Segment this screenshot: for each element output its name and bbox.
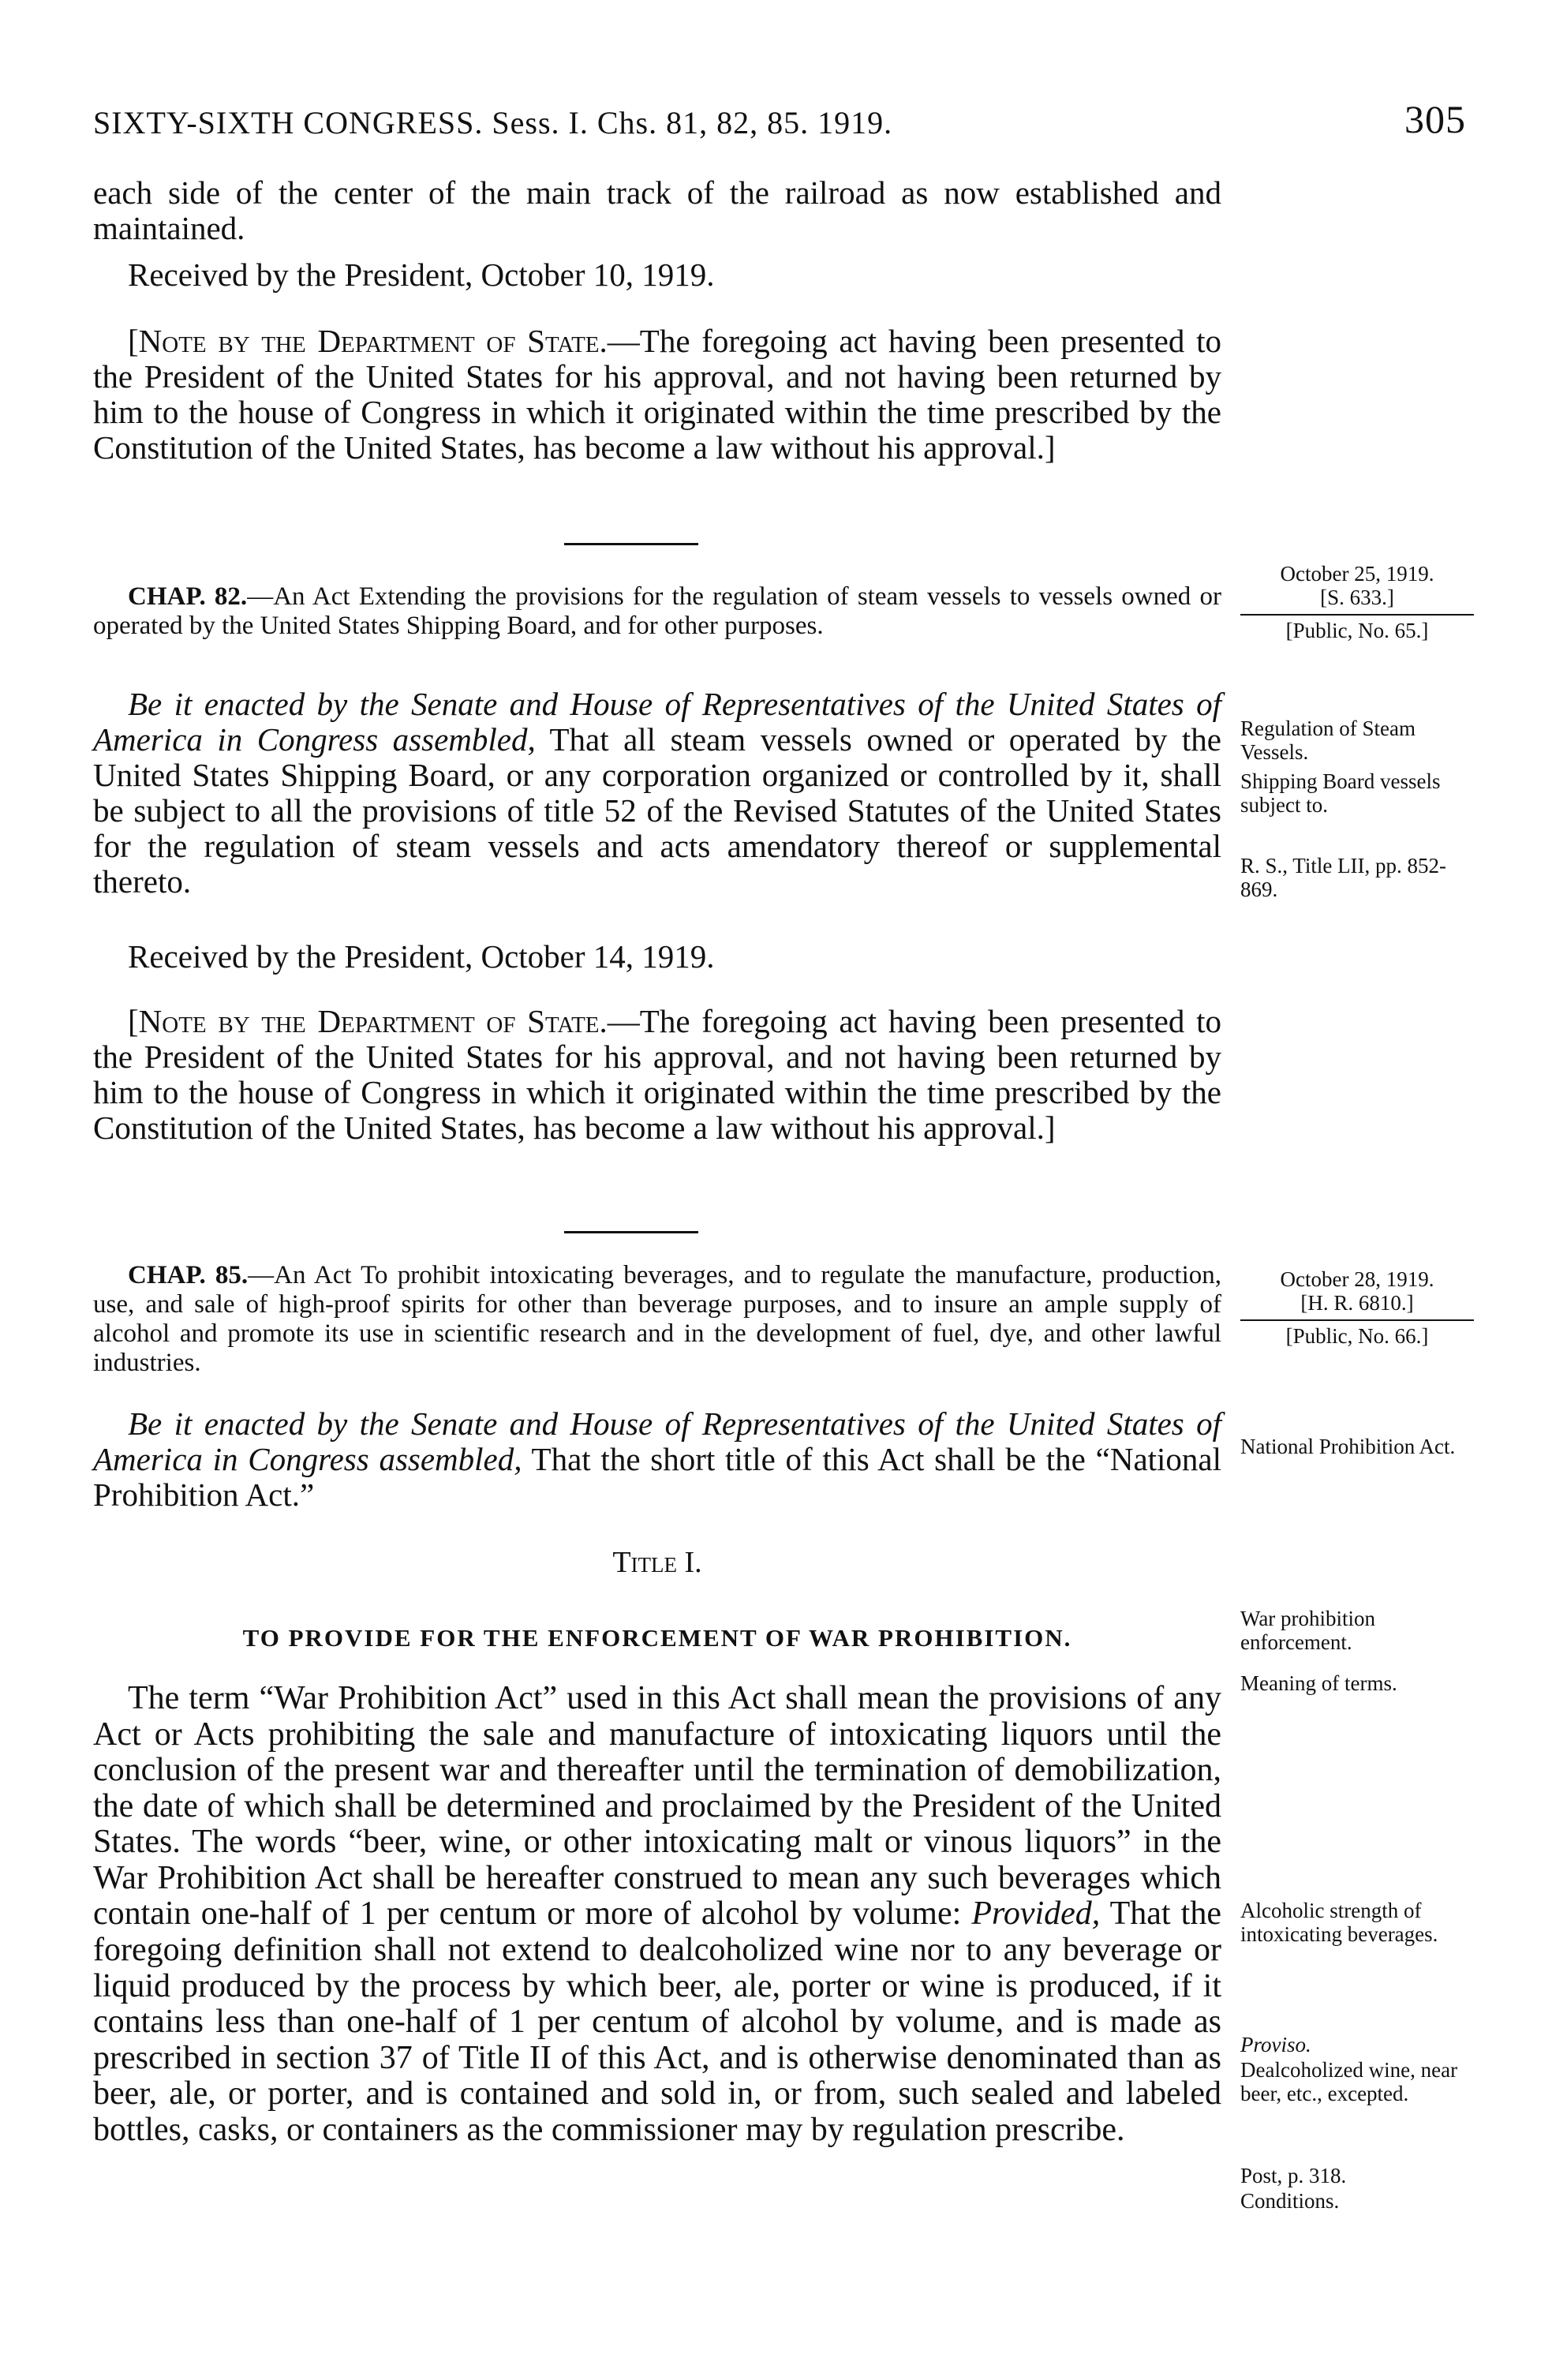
margin-82-bill: [S. 633.]	[1320, 586, 1394, 610]
margin-conditions: Conditions.	[1240, 2189, 1340, 2213]
margin-82-rule	[1240, 614, 1474, 616]
received-date-2: Received by the President, October 14, 1919.	[128, 938, 715, 975]
margin-dealcoholized: Dealcoholized wine, near beer, etc., excepted.	[1240, 2058, 1458, 2106]
margin-85-public: [Public, No. 66.]	[1285, 1324, 1429, 1349]
enacting-82-italic: Be it enacted by the Senate and House of Representatives of the United States of America in Congress assembled,	[93, 686, 1221, 758]
margin-meaning-of-terms: Meaning of terms.	[1240, 1671, 1397, 1695]
definitions-paragraph	[93, 1681, 1221, 2148]
received-line-2	[93, 939, 1221, 975]
paragraph-continuation	[93, 175, 1221, 246]
margin-shipping-board: Shipping Board vessels subject to.	[1240, 769, 1441, 818]
department-note-2	[93, 1004, 1221, 1146]
margin-alcoholic-strength: Alcoholic strength of intoxicating beverages.	[1240, 1899, 1438, 1947]
enacting-85-text: That the short title of this Act shall be the “National Prohibition Act.”	[93, 1441, 1222, 1514]
chapter-85-enacting-clause	[93, 1406, 1221, 1513]
margin-note-chap-82	[1240, 562, 1474, 643]
chapter-85-head: CHAP. 85.	[128, 1261, 249, 1289]
note-2-text: —The foregoing act having been presented to the President of the United States for his approval, and not having been returned by him to the house of Congress in which it originated within the time prescribed by the Constitution of the United States, has become a law without his approval.]	[93, 1003, 1221, 1147]
section-divider-2	[564, 1231, 698, 1233]
chapter-85-caption	[93, 1261, 1221, 1378]
running-head: SIXTY-SIXTH CONGRESS. Sess. I. Chs. 81, 82, 85. 1919.	[93, 105, 893, 140]
margin-revised-statutes: R. S., Title LII, pp. 852-869.	[1240, 854, 1447, 902]
definitions-text-a: The term “War Prohibition Act” used in this Act shall mean the provisions of any Act or Acts prohibiting the sale and manufacture of intoxicating liquors until the conclusion of the present war and thereafter until the termination of demobilization, the date of which shall be determined and proclaimed by the President of the United States. The words “beer, wine, or other intoxicating malt or vinous liquors” in the War Prohibition Act shall be hereafter construed to mean any such beverages which contain one-half of 1 per centum or more of alcohol by volume:	[93, 1680, 1221, 1933]
page-number: 305	[1404, 97, 1466, 141]
margin-regulation: Regulation of Steam Vessels.	[1240, 717, 1416, 765]
margin-85-rule	[1240, 1319, 1474, 1321]
note-1-text: —The foregoing act having been presented to the President of the United States for his approval, and not having been returned by him to the house of Congress in which it originated within the time prescribed by the Constitution of the United States, has become a law without his approval.]	[93, 323, 1221, 466]
margin-85-date: October 28, 1919.	[1280, 1267, 1434, 1291]
margin-post-reference: Post, p. 318.	[1240, 2164, 1347, 2187]
chapter-82-caption	[93, 582, 1221, 641]
section-divider-1	[564, 543, 698, 545]
note-2-lead: [Note by the Department of State.	[128, 1003, 608, 1039]
margin-82-date: October 25, 1919.	[1280, 562, 1434, 586]
definitions-text-b: That the foregoing definition shall not extend to dealcoholized wine nor to any beverage or liquid produced by the process by which beer, ale, porter or wine is produced, if it contains less than one-half of 1 per centum of alcohol by volume, and is made as prescribed in section 37 of Title II of this Act, and is otherwise denominated than as beer, ale, or porter, and is contained and sold in, or from, such sealed and labeled bottles, casks, or containers as the commissioner may by regulation prescribe.	[93, 1895, 1221, 2148]
title-subheading: TO PROVIDE FOR THE ENFORCEMENT OF WAR PROHIBITION.	[242, 1624, 1072, 1652]
margin-national-prohibition: National Prohibition Act.	[1240, 1435, 1456, 1458]
enacting-85-italic: Be it enacted by the Senate and House of Representatives of the United States of America in Congress assembled,	[93, 1405, 1221, 1478]
page-header	[93, 96, 1466, 159]
continuation-text: each side of the center of the main track of the railroad as now established and maintained.	[93, 174, 1221, 247]
enacting-82-text: That all steam vessels owned or operated by the United States Shipping Board, or any corporation organized or controlled by it, shall be subject to all the provisions of title 52 of the Revised Statutes of the United States for the regulation of steam vessels and acts amendatory thereof or supplemental thereto.	[93, 721, 1221, 900]
margin-82-public: [Public, No. 65.]	[1285, 619, 1429, 643]
received-date-1: Received by the President, October 10, 1919.	[128, 256, 715, 293]
margin-note-chap-85	[1240, 1267, 1474, 1349]
note-1-lead: [Note by the Department of State.	[128, 323, 608, 359]
provided-word: Provided,	[971, 1895, 1101, 1933]
chapter-85-text: —An Act To prohibit intoxicating beverages, and to regulate the manufacture, production, use, and sale of high-proof spirits for other than beverage purposes, and to insure an ample supply of alcohol and promote its use in scientific research and in the development of fuel, dye, and other lawful industries.	[93, 1261, 1221, 1377]
margin-proviso: Proviso.	[1240, 2033, 1311, 2056]
title-heading: Title I.	[612, 1546, 702, 1579]
chapter-82-head: CHAP. 82.	[128, 582, 248, 611]
margin-war-prohibition: War prohibition enforcement.	[1240, 1607, 1376, 1655]
department-note-1	[93, 324, 1221, 466]
margin-85-bill: [H. R. 6810.]	[1300, 1291, 1414, 1315]
chapter-82-text: —An Act Extending the provisions for the regulation of steam vessels to vessels owned or operated by the United States Shipping Board, and for other purposes.	[93, 582, 1221, 640]
received-line-1	[93, 257, 1221, 293]
chapter-82-enacting-clause	[93, 687, 1221, 900]
